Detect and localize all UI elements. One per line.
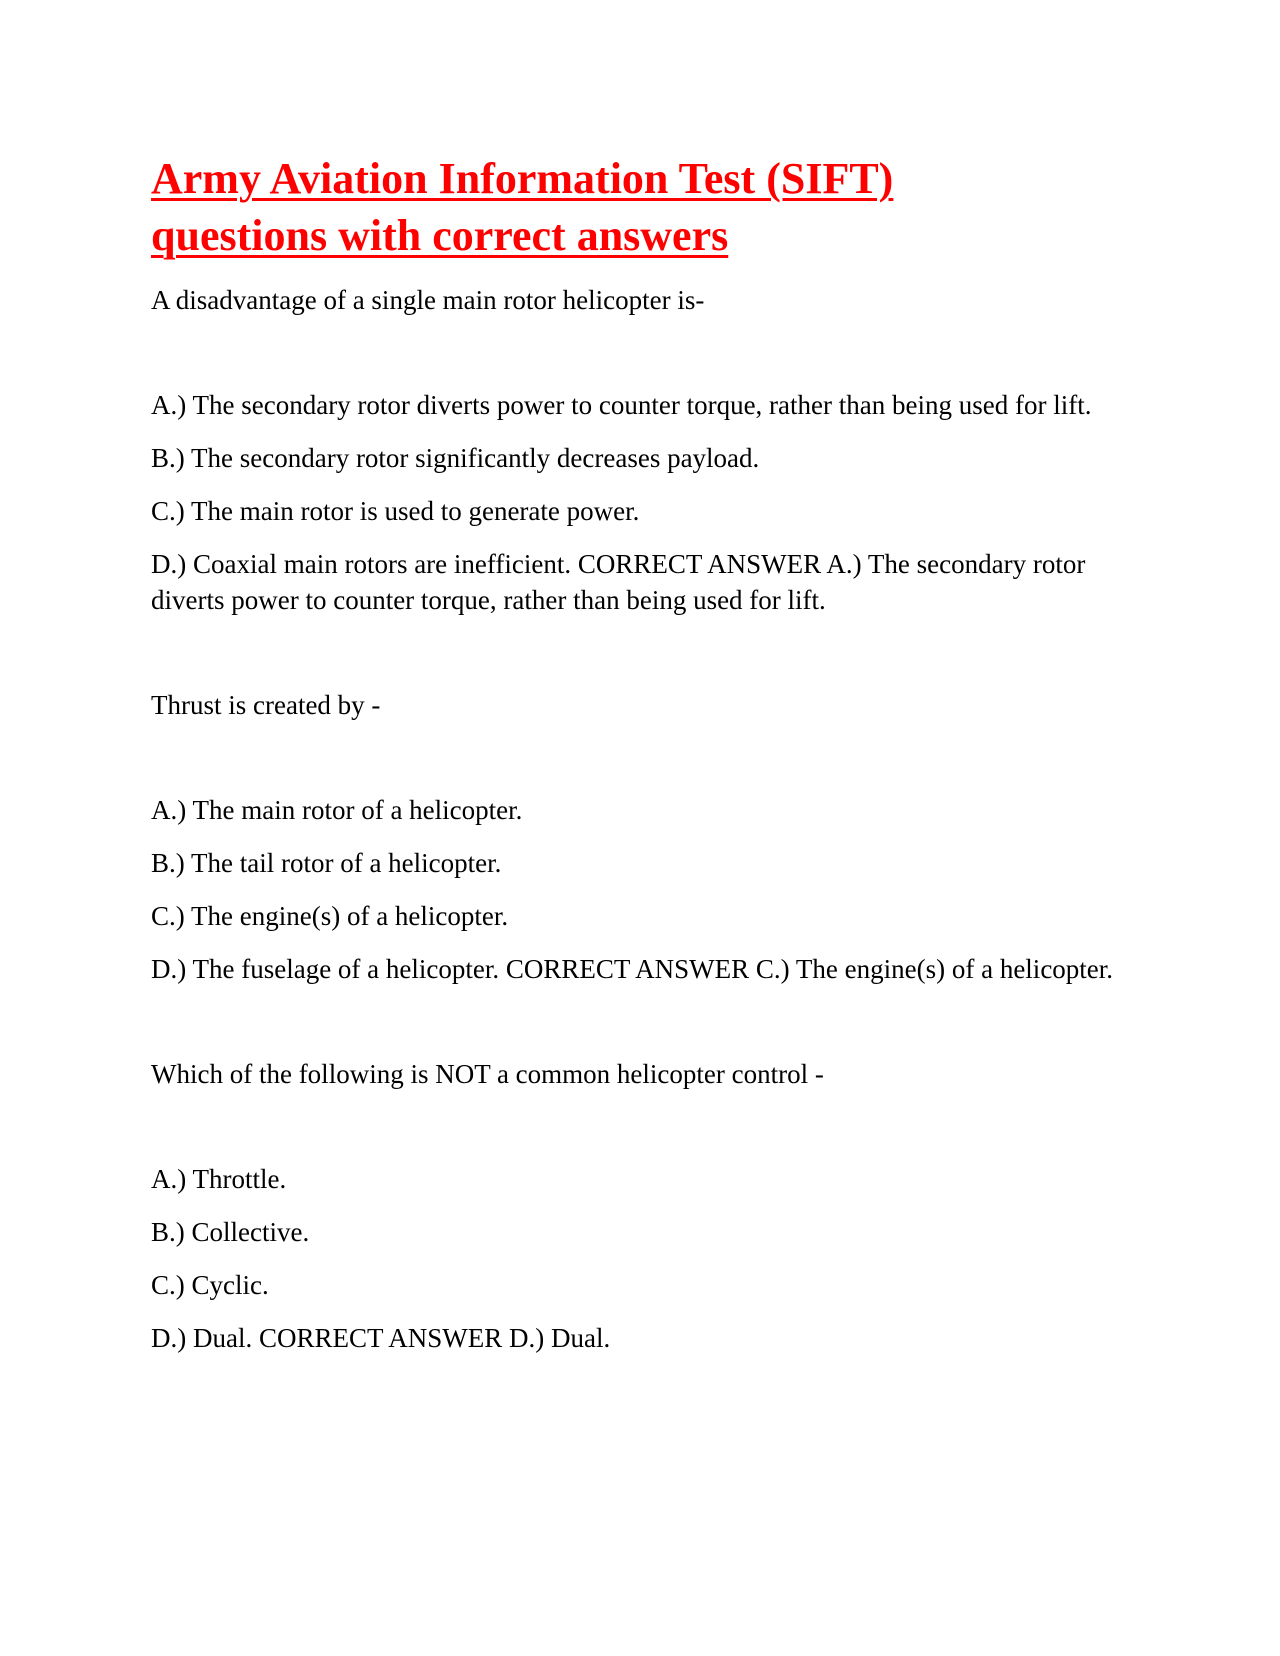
question-prompt: A disadvantage of a single main rotor helicopter is- xyxy=(151,285,705,315)
question-prompt: Thrust is created by - xyxy=(151,690,381,720)
answer-option: B.) The tail rotor of a helicopter. xyxy=(151,848,502,878)
document-page xyxy=(151,150,1141,1425)
answer-option: C.) Cyclic. xyxy=(151,1270,269,1300)
answer-option: C.) The main rotor is used to generate power. xyxy=(151,496,640,526)
document-title xyxy=(151,150,1141,264)
answer-option: C.) The engine(s) of a helicopter. xyxy=(151,901,509,931)
question-block-2 xyxy=(151,687,1141,987)
answer-option-with-correct-answer: D.) The fuselage of a helicopter. CORRECT ANSWER C.) The engine(s) of a helicopter. xyxy=(151,954,1114,984)
answer-option: B.) Collective. xyxy=(151,1217,310,1247)
answer-option: A.) The secondary rotor diverts power to counter torque, rather than being used for lift. xyxy=(151,390,1092,420)
title-line-1: Army Aviation Information Test (SIFT) xyxy=(151,154,894,203)
question-block-1 xyxy=(151,282,1141,618)
answer-option-with-correct-answer: D.) Coaxial main rotors are inefficient. CORRECT ANSWER A.) The secondary rotor diverts power to counter torque, rather than being used for lift. xyxy=(151,549,1086,615)
answer-option: B.) The secondary rotor significantly decreases payload. xyxy=(151,443,760,473)
question-block-3 xyxy=(151,1056,1141,1356)
answer-option: A.) Throttle. xyxy=(151,1164,287,1194)
answer-option: A.) The main rotor of a helicopter. xyxy=(151,795,523,825)
title-line-2: questions with correct answers xyxy=(151,211,729,260)
question-prompt: Which of the following is NOT a common helicopter control - xyxy=(151,1059,824,1089)
answer-option-with-correct-answer: D.) Dual. CORRECT ANSWER D.) Dual. xyxy=(151,1323,611,1353)
